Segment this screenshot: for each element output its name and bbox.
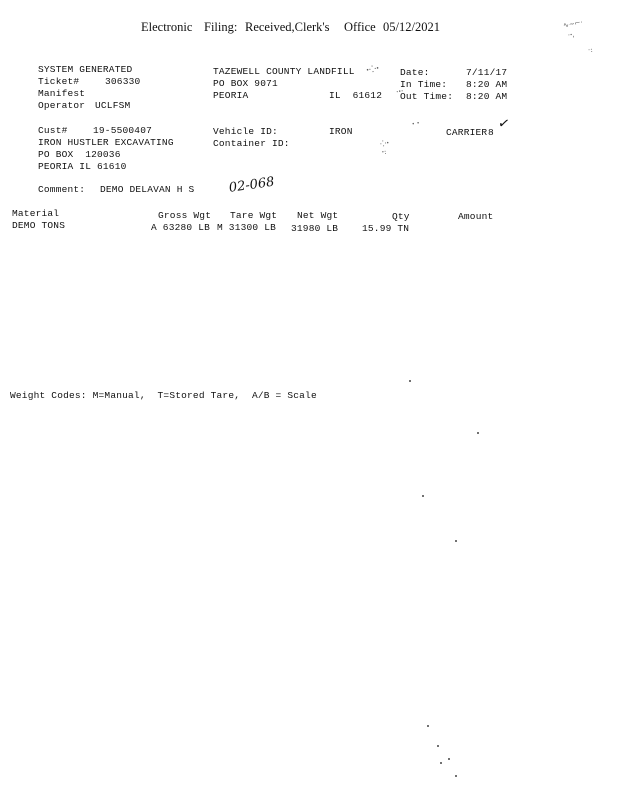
operator-value: UCLFSM	[95, 100, 131, 111]
customer-po-box: PO BOX 120036	[38, 149, 121, 160]
handwritten-note: 02-068	[228, 174, 276, 196]
customer-city: PEORIA IL 61610	[38, 161, 127, 172]
carrier-value: 8	[488, 127, 494, 138]
vehicle-value: IRON	[329, 126, 353, 137]
row-qty: 15.99 TN	[362, 223, 410, 234]
landfill-city: PEORIA	[213, 90, 249, 101]
filing-office: Office	[344, 20, 376, 34]
corner-stamp-mark-2: ·ꞏ,	[567, 30, 576, 40]
in-time-label: In Time:	[400, 79, 448, 90]
filing-received: Received,Clerk's	[245, 20, 330, 34]
scan-speck	[448, 758, 450, 760]
scribble-mark-2: ·ꞏ·	[395, 86, 405, 97]
corner-stamp-mark-3: ·:	[587, 45, 594, 55]
date-label: Date:	[400, 67, 430, 78]
scan-speck	[427, 725, 429, 727]
col-header-qty: Qty	[392, 211, 410, 222]
scan-speck	[437, 745, 439, 747]
filing-date: 05/12/2021	[383, 20, 440, 34]
cust-number: 19-5500407	[93, 125, 153, 136]
out-time-label: Out Time:	[400, 91, 454, 102]
scribble-mark: ꞏ⁘ꞏ	[365, 63, 380, 77]
system-generated: SYSTEM GENERATED	[38, 64, 133, 75]
ticket-number: 306330	[105, 76, 141, 87]
row-net-wgt: 31980 LB	[291, 223, 339, 234]
row-gross-wgt: A 63280 LB	[151, 222, 211, 233]
row-material: DEMO TONS	[12, 220, 66, 231]
operator-label: Operator	[38, 100, 86, 111]
col-header-amount: Amount	[458, 211, 494, 222]
col-header-net-wgt: Net Wgt	[297, 210, 339, 221]
scribble-mark-3: ꞏ ꞏ	[411, 118, 421, 129]
scan-speck	[440, 762, 442, 764]
col-header-tare-wgt: Tare Wgt	[230, 210, 278, 221]
comment-value: DEMO DELAVAN H S	[100, 184, 195, 195]
landfill-name: TAZEWELL COUNTY LANDFILL	[213, 66, 355, 77]
scan-speck	[455, 540, 457, 542]
checkmark-icon: ✓	[496, 115, 512, 133]
manifest-label: Manifest	[38, 88, 86, 99]
scan-speck	[409, 380, 411, 382]
comment-label: Comment:	[38, 184, 86, 195]
row-tare-wgt: M 31300 LB	[217, 222, 277, 233]
scan-speck	[455, 775, 457, 777]
cust-label: Cust#	[38, 125, 68, 136]
container-label: Container ID:	[213, 138, 290, 149]
filing-label: Filing:	[204, 20, 238, 34]
out-time-value: 8:20 AM	[466, 91, 508, 102]
ticket-label: Ticket#	[38, 76, 80, 87]
col-header-gross-wgt: Gross Wgt	[158, 210, 212, 221]
scribble-mark-5: ꞏ:	[381, 147, 388, 157]
scribble-mark-4: ⁘ꞏ	[379, 138, 390, 149]
customer-name: IRON HUSTLER EXCAVATING	[38, 137, 174, 148]
date-value: 7/11/17	[466, 67, 508, 78]
corner-stamp-mark: ∿~⌐·	[562, 18, 584, 30]
carrier-label: CARRIER	[446, 127, 488, 138]
scan-speck	[422, 495, 424, 497]
landfill-po-box: PO BOX 9071	[213, 78, 278, 89]
in-time-value: 8:20 AM	[466, 79, 508, 90]
filing-electronic: Electronic	[141, 20, 193, 34]
landfill-state-zip: IL 61612	[329, 90, 383, 101]
vehicle-label: Vehicle ID:	[213, 126, 278, 137]
weight-codes: Weight Codes: M=Manual, T=Stored Tare, A/B = Scale	[10, 390, 317, 401]
col-header-material: Material	[12, 208, 60, 219]
scan-speck	[477, 432, 479, 434]
